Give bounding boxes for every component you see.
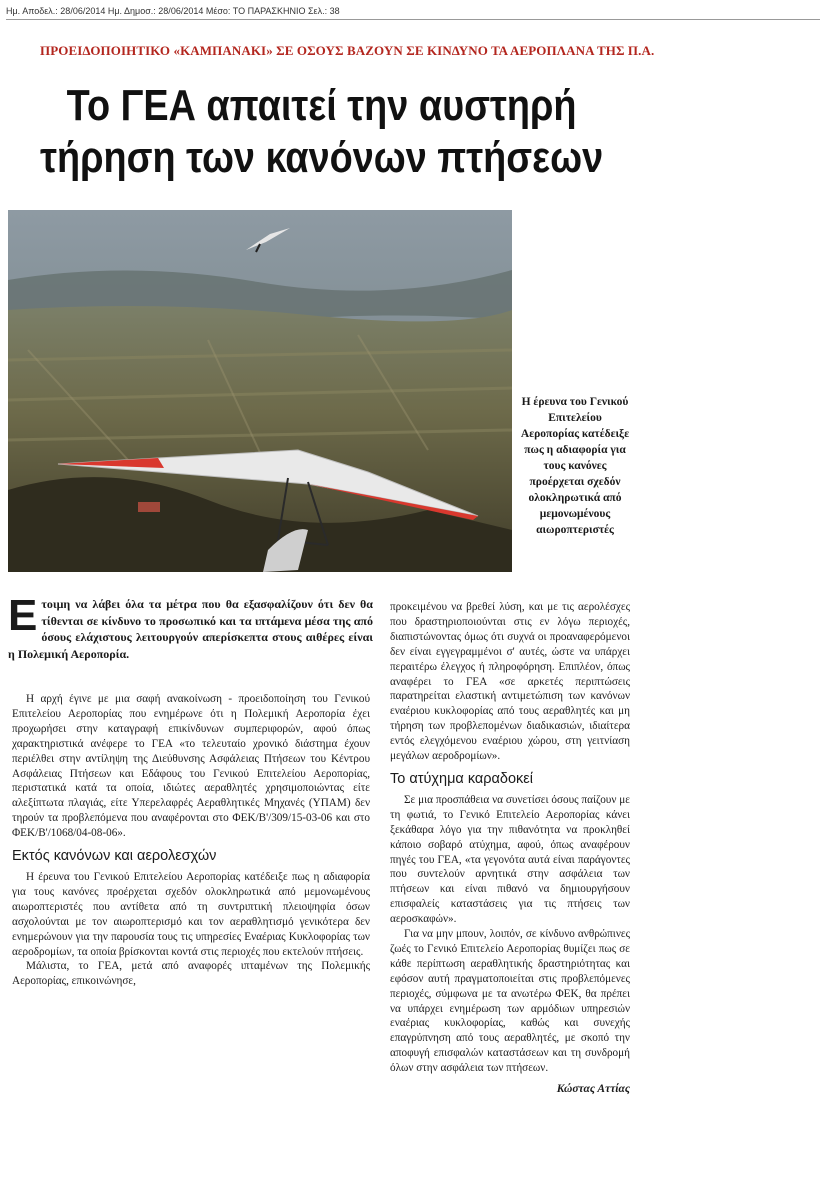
column-2-paragraph-1: προκειμένου να βρεθεί λύση, και με τις αερολέσχες που δραστηριοποιούνται στις εν λόγω περιοχές, διαπιστώνοντας όμως ότι συχνά οι προαναφερόμενοι δεν είναι εγγεγραμμένοι σ' αυτές, ώστε να υπάρχει περαιτέρω έλεγχος ή πληροφόρηση. Επιπλέον, όπως αναφέρει το ΓΕΑ «σε αρκετές περιπτώσεις παρατηρείται ελαστική αντιμετώπιση των κανόνων εναέριου κυκλοφορίας από τους αεραθλητές και μη τήρηση των προβλεπομένων διαδικασιών, ιδιαίτερα εντός ελεγχόμενου εναέριου χώρου, στη γειτνίαση μεγάλων αεροδρομίων». <box>390 601 630 763</box>
column-1-paragraph-2: Η έρευνα του Γενικού Επιτελείου Αεροπορίας κατέδειξε πως η αδιαφορία για τους κανόνες προέρχεται σχεδόν ολοκληρωτικά από μεμονωμένους αιωροπτεριστές που αντίθετα από τη συντριπτική πλειοψηφία όσων ασχολούνται με τον αιωροπτερισμό και τον αεραθλητισμό γενικότερα δεν ενημερώνουν για την παρουσία τους τις υπηρεσίες Εναέριας Κυκλοφορίας των αεροδρομίων, τα οποία βρίσκονται κοντά στις περιοχές που εκτελούν πτήσεις. <box>12 870 370 958</box>
column-1-paragraph-3: Μάλιστα, το ΓΕΑ, μετά από αναφορές ιπταμένων της Πολεμικής Αεροπορίας, επικοινώνησε, <box>12 960 370 988</box>
article-column-2 <box>390 600 630 1097</box>
photo-caption: Η έρευνα του Γενικού Επιτελείου Αεροπορίας κατέδειξε πως η αδιαφορία για τους κανόνες προέρχεται σχεδόν ολοκληρωτικά από μεμονωμένους αιωροπτεριστές <box>520 396 630 536</box>
clipping-header: Ημ. Αποδελ.: 28/06/2014 Ημ. Δημοσ.: 28/06/2014 Μέσο: ΤΟ ΠΑΡΑΣΚΗΝΙΟ Σελ.: 38 <box>6 5 820 20</box>
column-2-paragraph-3: Για να μην μπουν, λοιπόν, σε κίνδυνο ανθρώπινες ζωές το Γενικό Επιτελείο Αεροπορίας θυμίζει πως σε κάθε περίπτωση αεραθλητικής δραστηριότητας και εφόσον αυτή πραγματοποιείται στις προβλεπόμενες περιοχές, σύμφωνα με τα ανωτέρω ΦΕΚ, θα πρέπει να υπάρχει ενημέρωση των αρμόδιων υπηρεσιών εναέριας κυκλοφορίας, καθώς και συνεχής επαγρύπνηση από τους αεραθλητές, με σκοπό την αποφυγή επισφαλών καταστάσεων και τη συνδρομή όλων στην ασφάλεια των πτήσεων. <box>390 928 630 1075</box>
subhead-accident: Το ατύχημα καραδοκεί <box>390 770 533 787</box>
subhead-rules: Εκτός κανόνων και αερολεσχών <box>12 848 217 865</box>
headline-line-2: τήρηση των κανόνων πτήσεων <box>40 133 604 182</box>
hang-glider-photo <box>8 210 512 572</box>
lead-dropcap: Ε <box>8 591 38 640</box>
article-author: Κώστας Αττίας <box>556 1083 630 1096</box>
column-1-paragraph-1: Η αρχή έγινε με μια σαφή ανακοίνωση - προειδοποίηση του Γενικού Επιτελείου Αεροπορίας που ενημέρωνε ότι η Πολεμική Αεροπορία έχει προχωρήσει στην καταγραφή επικίνδυνων συμπεριφορών, αφού όπως χαρακτηριστικά ανέφερε το ΓΕΑ «το τελευταίο χρονικό διάστημα έχουν περιέλθει στην αντίληψη της Διεύθυνσης Ασφάλειας Πτήσεων του Κέντρου Ασφάλειας Πτήσεων και Εδάφους του Γενικού Επιτελείου Αεροπορίας, περιστατικά κατά τα οποία, ιδιώτες αεραθλητές χρησιμοποιώντας είτε αλεξίπτωτα πλαγιάς, είτε Υπερελαφρές Αεραθλητικές Μηχανές (ΥΠΑΜ) δεν τηρούν τα προβλεπόμενα που αναφέρονται στο ΦΕΚ/Β'/309/15-03-06 και στο ΦΕΚ/Β'/1068/04-08-06». <box>12 693 370 840</box>
article-lead <box>8 591 373 662</box>
article-headline <box>12 80 631 184</box>
lead-text: τοιμη να λάβει όλα τα μέτρα που θα εξασφαλίζουν ότι δεν θα τίθενται σε κίνδυνο το προσωπικό και τα ιπτάμενα μέσα της από όσους ελάχιστους λειτουργούν απερίσκεπτα στους αιθέρες είναι η Πολεμική Αεροπορία. <box>8 597 373 661</box>
column-2-paragraph-2: Σε μια προσπάθεια να συνετίσει όσους παίζουν με τη φωτιά, το Γενικό Επιτελείο Αεροπορίας κάνει ξεκάθαρα λόγο για την πιθανότητα να προκληθεί κάποιο σοβαρό ατύχημα, αφού, όπως αναφέρουν πηγές του ΓΕΑ, «τα γεγονότα αυτά είναι παράγοντες που συντελούν αρνητικά στην ασφάλεια των πτήσεων και είναι πιθανό να δημιουργήσουν επισφαλείς καταστάσεις για τις πτήσεις των αεροσκαφών». <box>390 793 630 926</box>
headline-line-1: Το ΓΕΑ απαιτεί την αυστηρή <box>66 81 577 130</box>
article-kicker: ΠΡΟΕΙΔΟΠΟΙΗΤΙΚΟ «ΚΑΜΠΑΝΑΚΙ» ΣΕ ΟΣΟΥΣ ΒΑΖΟΥΝ ΣΕ ΚΙΝΔΥΝΟ ΤΑ ΑΕΡΟΠΛΑΝΑ ΤΗΣ Π.Α. <box>40 43 655 58</box>
article-column-1 <box>12 692 370 989</box>
photo-illustration <box>8 210 512 572</box>
